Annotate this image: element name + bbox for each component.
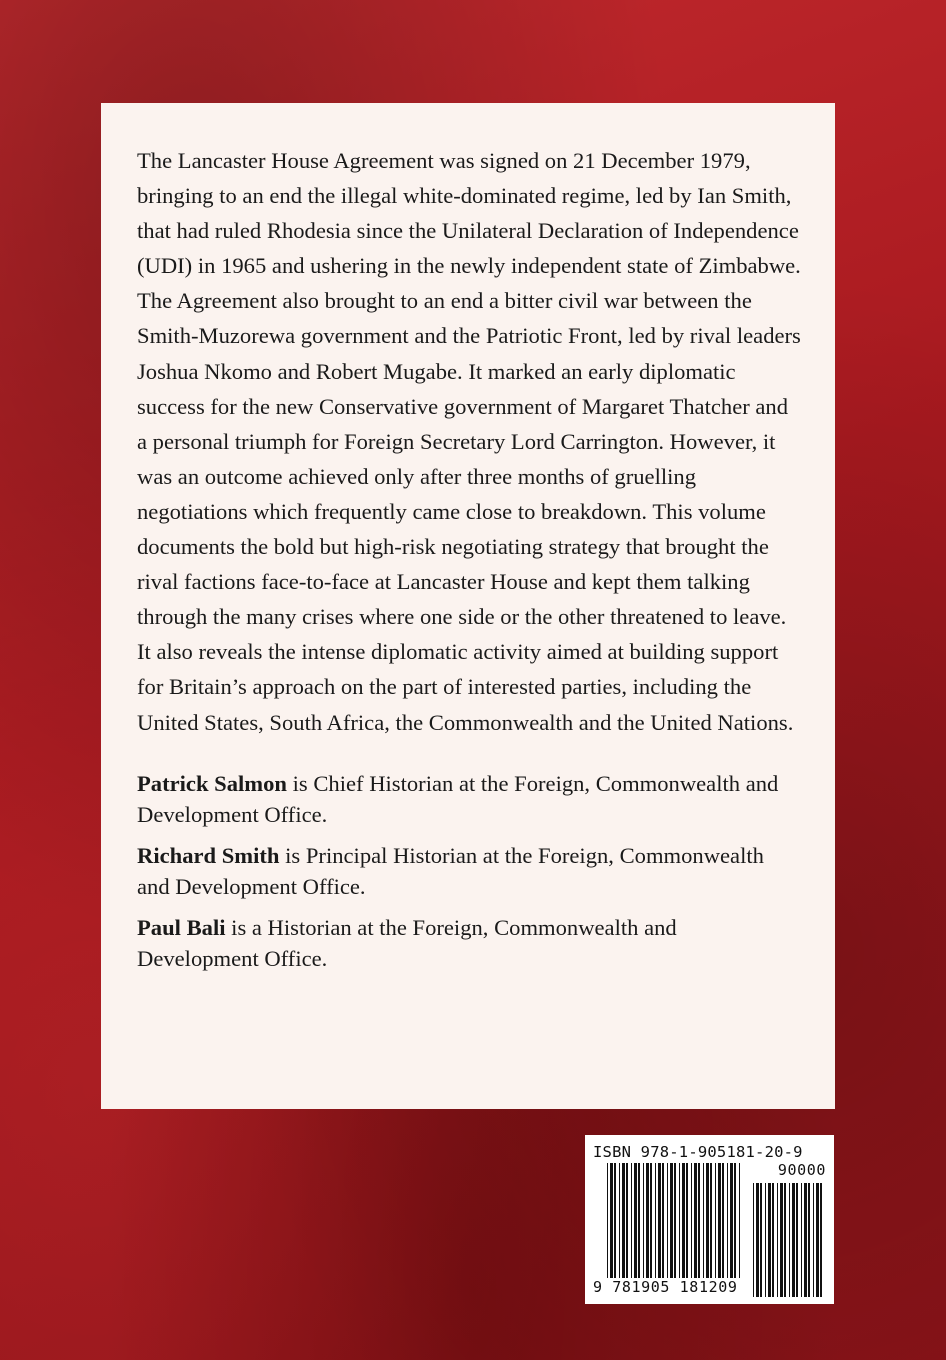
barcode-bar [796,1183,798,1297]
barcode-bar [710,1163,712,1278]
barcode-bars-area [593,1161,826,1299]
barcode-bar [686,1163,688,1278]
barcode-bar [698,1163,700,1278]
barcode-bar [694,1163,697,1278]
barcode-bar [727,1163,728,1278]
author-bios [137,768,801,974]
barcode-bar [756,1183,759,1297]
barcode-bar [631,1163,632,1278]
barcode-bar [784,1183,786,1297]
barcode-bar [643,1163,644,1278]
author-bio [137,912,801,974]
barcode-bar [667,1163,668,1278]
barcode-bar [634,1163,637,1278]
barcode-bar [765,1183,766,1297]
barcode-bar [768,1183,771,1297]
barcode-bar [780,1183,783,1297]
barcode-bar [801,1183,802,1297]
barcode-bar [730,1163,733,1278]
barcode-bar [674,1163,676,1278]
barcode-bar [662,1163,664,1278]
barcode-bar [638,1163,640,1278]
author-bio-text: is Principal Historian at the Foreign, Commonwealth and Development Office. [137,842,764,899]
barcode-bar [691,1163,692,1278]
barcode-bar [607,1163,608,1278]
barcode-bar [610,1163,613,1278]
barcode-bar [804,1183,807,1297]
isbn-barcode [585,1135,834,1304]
book-description: The Lancaster House Agreement was signed on 21 December 1979, bringing to an end the illegal white-dominated regime, led by Ian Smith, that had ruled Rhodesia since the Unilateral Declaration of Independence (UDI) in 1965 and ushering in the newly independent state of Zimbabwe. The Agreement also brought to an end a bitter civil war between the Smith-Muzorewa government and the Patriotic Front, led by rival leaders Joshua Nkomo and Robert Mugabe. It marked an early diplomatic success for the new Conservative government of Margaret Thatcher and a personal triumph for Foreign Secretary Lord Carrington. However, it was an outcome achieved only after three months of gruelling negotiations which frequently came close to breakdown. This volume documents the bold but high-risk negotiating strategy that brought the rival factions face-to-face at Lancaster House and kept them talking through the many crises where one side or the other threatened to leave. It also reveals the intense diplomatic activity aimed at building support for Britain’s approach on the part of interested parties, including the United States, South Africa, the Commonwealth and the United Nations. [137,148,801,735]
blurb-panel [101,103,835,1109]
barcode-bar [808,1183,810,1297]
barcode-bar [777,1183,778,1297]
barcode-bar [614,1163,616,1278]
addon-digits: 90000 [777,1161,826,1179]
barcode-bar [646,1163,649,1278]
barcode-bar [753,1183,754,1297]
barcode-bar [739,1163,740,1278]
barcode-bar [792,1183,795,1297]
author-bio [137,768,801,830]
barcode-bar [658,1163,661,1278]
barcode-bar [650,1163,652,1278]
barcode-bar [655,1163,656,1278]
barcode-bar [619,1163,620,1278]
barcode-bar [718,1163,721,1278]
author-bio [137,840,801,902]
barcode-bar [734,1163,736,1278]
barcode-bar [820,1183,822,1297]
barcode-bar [703,1163,704,1278]
author-name: Richard Smith [137,842,280,868]
barcode-bar [816,1183,819,1297]
isbn-label: ISBN 978-1-905181-20-9 [593,1143,803,1161]
author-bio-text: is Chief Historian at the Foreign, Commonwealth and Development Office. [137,770,779,827]
barcode-bar [626,1163,628,1278]
barcode-bar [760,1183,762,1297]
barcode-bar [789,1183,790,1297]
barcode-bar [622,1163,625,1278]
barcode-bar [679,1163,680,1278]
barcode-bar [722,1163,724,1278]
author-name: Patrick Salmon [137,770,287,796]
barcode-bar [682,1163,685,1278]
barcode-bar [706,1163,709,1278]
author-bio-text: is a Historian at the Foreign, Commonwealth and Development Office. [137,914,677,971]
barcode-bar [670,1163,673,1278]
barcode-digits: 9 781905 181209 [593,1278,738,1296]
barcode-bar [715,1163,716,1278]
barcode-bar [813,1183,814,1297]
barcode-bar [772,1183,774,1297]
author-name: Paul Bali [137,914,226,940]
